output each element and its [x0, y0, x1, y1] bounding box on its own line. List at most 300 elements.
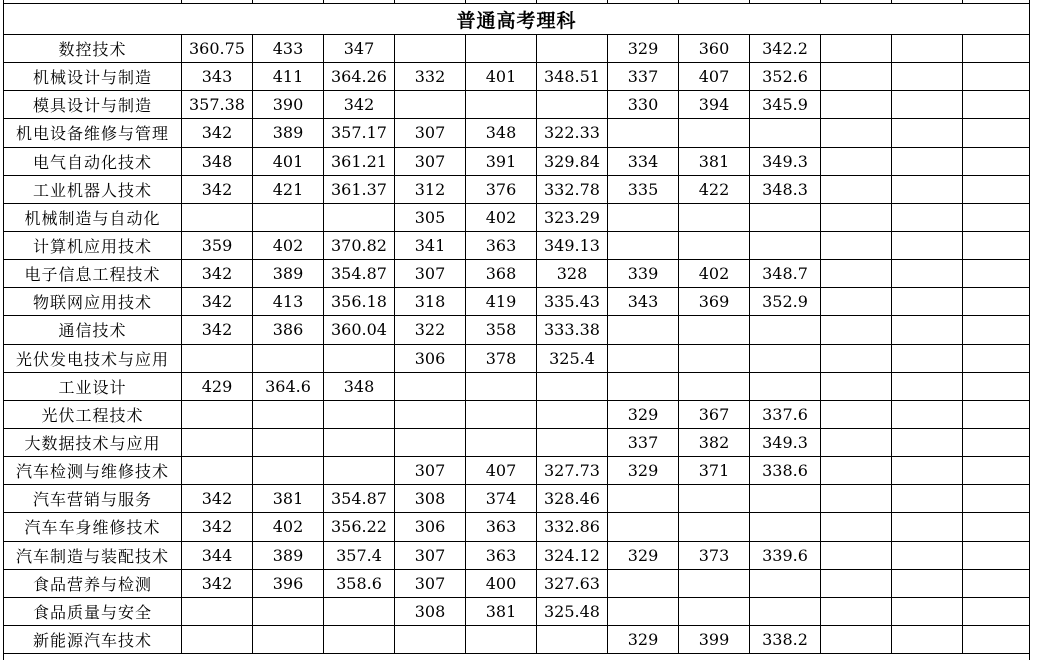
program-name-cell: 汽车车身维修技术: [4, 513, 182, 541]
score-cell: [679, 203, 750, 231]
program-name-cell: 通信技术: [4, 316, 182, 344]
score-cell: 411: [253, 63, 324, 91]
score-cell: 363: [466, 513, 537, 541]
score-cell: [892, 569, 963, 597]
score-cell: 354.87: [324, 485, 395, 513]
score-cell: [466, 91, 537, 119]
score-cell: 342: [182, 175, 253, 203]
score-cell: [963, 35, 1030, 63]
score-cell: 342: [182, 513, 253, 541]
score-cell: [821, 175, 892, 203]
score-cell: 407: [466, 457, 537, 485]
score-cell: 323.29: [537, 203, 608, 231]
score-cell: 339.6: [750, 541, 821, 569]
table-row: [4, 175, 1030, 203]
score-cell: 369: [679, 288, 750, 316]
program-name-cell: 光伏发电技术与应用: [4, 344, 182, 372]
score-cell: [395, 372, 466, 400]
score-cell: [821, 203, 892, 231]
score-cell: 394: [679, 91, 750, 119]
score-cell: [892, 372, 963, 400]
score-cell: 318: [395, 288, 466, 316]
score-cell: 329: [608, 457, 679, 485]
score-cell: [395, 625, 466, 653]
score-cell: 348: [324, 372, 395, 400]
score-cell: 429: [182, 372, 253, 400]
score-cell: 330: [608, 91, 679, 119]
score-cell: [253, 625, 324, 653]
score-cell: [253, 597, 324, 625]
score-cell: 390: [253, 91, 324, 119]
score-cell: 345.9: [750, 91, 821, 119]
score-cell: 343: [608, 288, 679, 316]
score-cell: [963, 569, 1030, 597]
score-cell: 370.82: [324, 231, 395, 259]
score-cell: 342: [182, 569, 253, 597]
score-cell: 307: [395, 260, 466, 288]
score-cell: [679, 119, 750, 147]
score-cell: 402: [253, 513, 324, 541]
score-cell: 305: [395, 203, 466, 231]
score-cell: 348.7: [750, 260, 821, 288]
score-cell: [182, 597, 253, 625]
table-row: [4, 597, 1030, 625]
score-cell: [395, 400, 466, 428]
score-cell: [253, 203, 324, 231]
score-cell: 337: [608, 428, 679, 456]
score-cell: [750, 372, 821, 400]
score-cell: 332.86: [537, 513, 608, 541]
program-name-cell: 机械设计与制造: [4, 63, 182, 91]
score-cell: 359: [182, 231, 253, 259]
program-name-cell: 新能源汽车技术: [4, 625, 182, 653]
score-cell: [253, 400, 324, 428]
table-cell: [4, 654, 1030, 661]
score-cell: 356.18: [324, 288, 395, 316]
program-name-cell: 汽车营销与服务: [4, 485, 182, 513]
score-cell: 329: [608, 625, 679, 653]
score-cell: [750, 569, 821, 597]
score-cell: [679, 372, 750, 400]
score-cell: [821, 147, 892, 175]
score-cell: [182, 457, 253, 485]
score-cell: 386: [253, 316, 324, 344]
score-cell: [963, 344, 1030, 372]
table-row: [4, 569, 1030, 597]
score-cell: [821, 288, 892, 316]
score-cell: [466, 35, 537, 63]
score-cell: [821, 63, 892, 91]
score-cell: 329: [608, 400, 679, 428]
score-cell: [963, 372, 1030, 400]
table-row: [4, 400, 1030, 428]
score-cell: 322: [395, 316, 466, 344]
score-cell: 344: [182, 541, 253, 569]
score-cell: [608, 597, 679, 625]
score-cell: [963, 63, 1030, 91]
score-cell: 348: [182, 147, 253, 175]
score-cell: [750, 513, 821, 541]
table-row: [4, 119, 1030, 147]
score-cell: 332.78: [537, 175, 608, 203]
score-cell: 328: [537, 260, 608, 288]
table-row-cut-edge: [4, 654, 1030, 661]
score-cell: [537, 372, 608, 400]
score-cell: [892, 597, 963, 625]
score-cell: 338.2: [750, 625, 821, 653]
score-cell: 376: [466, 175, 537, 203]
score-cell: 363: [466, 231, 537, 259]
score-table: [3, 0, 1030, 660]
score-cell: [963, 231, 1030, 259]
score-cell: 360.75: [182, 35, 253, 63]
score-cell: 342: [324, 91, 395, 119]
score-cell: 342: [182, 288, 253, 316]
score-cell: [750, 597, 821, 625]
score-cell: [324, 625, 395, 653]
score-cell: 352.6: [750, 63, 821, 91]
score-cell: 348: [466, 119, 537, 147]
score-cell: [324, 597, 395, 625]
score-cell: 358.6: [324, 569, 395, 597]
score-cell: 361.37: [324, 175, 395, 203]
score-cell: 381: [466, 597, 537, 625]
score-cell: 329.84: [537, 147, 608, 175]
score-cell: [821, 231, 892, 259]
score-cell: 402: [679, 260, 750, 288]
score-cell: 361.21: [324, 147, 395, 175]
score-cell: 307: [395, 541, 466, 569]
score-cell: 307: [395, 119, 466, 147]
score-cell: 329: [608, 541, 679, 569]
score-cell: [963, 400, 1030, 428]
score-cell: 306: [395, 344, 466, 372]
score-cell: 348.3: [750, 175, 821, 203]
score-cell: [679, 569, 750, 597]
score-cell: [750, 316, 821, 344]
score-cell: 312: [395, 175, 466, 203]
program-name-cell: 工业机器人技术: [4, 175, 182, 203]
score-cell: [821, 344, 892, 372]
program-name-cell: 光伏工程技术: [4, 400, 182, 428]
table-row: [4, 231, 1030, 259]
score-cell: 324.12: [537, 541, 608, 569]
score-cell: [608, 203, 679, 231]
score-cell: [892, 147, 963, 175]
score-cell: [963, 457, 1030, 485]
score-cell: [608, 485, 679, 513]
score-cell: [395, 428, 466, 456]
score-cell: 342.2: [750, 35, 821, 63]
table-row: [4, 63, 1030, 91]
score-cell: 307: [395, 569, 466, 597]
score-cell: [892, 457, 963, 485]
score-cell: [182, 400, 253, 428]
score-cell: [324, 457, 395, 485]
score-cell: 342: [182, 485, 253, 513]
score-cell: 364.26: [324, 63, 395, 91]
score-cell: 347: [324, 35, 395, 63]
score-cell: [821, 35, 892, 63]
score-cell: 402: [466, 203, 537, 231]
score-cell: 357.38: [182, 91, 253, 119]
score-cell: [963, 288, 1030, 316]
score-cell: 367: [679, 400, 750, 428]
program-name-cell: 食品质量与安全: [4, 597, 182, 625]
score-cell: [395, 35, 466, 63]
score-cell: 363: [466, 541, 537, 569]
score-cell: 334: [608, 147, 679, 175]
score-cell: 421: [253, 175, 324, 203]
score-cell: [182, 428, 253, 456]
score-cell: 337: [608, 63, 679, 91]
score-cell: 364.6: [253, 372, 324, 400]
score-cell: [821, 372, 892, 400]
score-cell: [466, 400, 537, 428]
score-cell: [253, 457, 324, 485]
score-cell: [892, 344, 963, 372]
score-cell: 413: [253, 288, 324, 316]
score-cell: [750, 344, 821, 372]
score-cell: 339: [608, 260, 679, 288]
program-name-cell: 机械制造与自动化: [4, 203, 182, 231]
score-cell: [821, 625, 892, 653]
score-cell: 308: [395, 597, 466, 625]
score-cell: [963, 597, 1030, 625]
score-cell: [892, 485, 963, 513]
score-cell: [892, 288, 963, 316]
score-cell: [679, 513, 750, 541]
score-cell: 325.4: [537, 344, 608, 372]
score-cell: 391: [466, 147, 537, 175]
program-name-cell: 汽车检测与维修技术: [4, 457, 182, 485]
program-name-cell: 工业设计: [4, 372, 182, 400]
score-cell: [892, 541, 963, 569]
score-cell: 357.4: [324, 541, 395, 569]
score-cell: [892, 400, 963, 428]
score-cell: [821, 428, 892, 456]
score-cell: 402: [253, 231, 324, 259]
table-row: [4, 372, 1030, 400]
score-cell: [892, 35, 963, 63]
score-cell: 327.73: [537, 457, 608, 485]
score-cell: 348.51: [537, 63, 608, 91]
score-cell: 349.13: [537, 231, 608, 259]
score-cell: [182, 203, 253, 231]
score-cell: 352.9: [750, 288, 821, 316]
score-cell: 381: [679, 147, 750, 175]
score-cell: [679, 344, 750, 372]
score-cell: [608, 316, 679, 344]
score-cell: 322.33: [537, 119, 608, 147]
score-cell: 341: [395, 231, 466, 259]
score-cell: [608, 569, 679, 597]
program-name-cell: 模具设计与制造: [4, 91, 182, 119]
program-name-cell: 数控技术: [4, 35, 182, 63]
score-cell: 342: [182, 316, 253, 344]
score-cell: [892, 63, 963, 91]
score-cell: 382: [679, 428, 750, 456]
score-cell: [821, 541, 892, 569]
score-cell: [253, 344, 324, 372]
score-cell: [892, 513, 963, 541]
score-cell: [821, 569, 892, 597]
score-cell: 360: [679, 35, 750, 63]
score-cell: [608, 513, 679, 541]
score-cell: 325.48: [537, 597, 608, 625]
table-row: [4, 288, 1030, 316]
score-cell: 307: [395, 147, 466, 175]
table-row: [4, 344, 1030, 372]
table-row: [4, 316, 1030, 344]
score-cell: 335: [608, 175, 679, 203]
score-cell: [608, 344, 679, 372]
score-cell: 381: [253, 485, 324, 513]
score-cell: 356.22: [324, 513, 395, 541]
table-row: [4, 513, 1030, 541]
score-cell: [892, 203, 963, 231]
score-cell: [892, 91, 963, 119]
score-cell: [395, 91, 466, 119]
score-cell: 358: [466, 316, 537, 344]
score-cell: 308: [395, 485, 466, 513]
table-row: [4, 260, 1030, 288]
score-cell: [466, 372, 537, 400]
score-cell: [324, 400, 395, 428]
score-cell: [963, 316, 1030, 344]
table-row: [4, 485, 1030, 513]
score-cell: [821, 400, 892, 428]
program-name-cell: 电子信息工程技术: [4, 260, 182, 288]
table-row: [4, 457, 1030, 485]
score-cell: [963, 260, 1030, 288]
score-cell: [537, 625, 608, 653]
score-cell: 357.17: [324, 119, 395, 147]
score-cell: 327.63: [537, 569, 608, 597]
score-cell: [821, 316, 892, 344]
score-cell: [750, 119, 821, 147]
score-cell: [608, 372, 679, 400]
score-cell: 389: [253, 541, 324, 569]
score-cell: [821, 513, 892, 541]
program-name-cell: 电气自动化技术: [4, 147, 182, 175]
score-cell: 368: [466, 260, 537, 288]
score-cell: 401: [466, 63, 537, 91]
score-cell: 333.38: [537, 316, 608, 344]
score-cell: [963, 625, 1030, 653]
score-cell: [892, 231, 963, 259]
score-cell: [324, 428, 395, 456]
score-cell: [537, 35, 608, 63]
score-cell: 399: [679, 625, 750, 653]
score-cell: [537, 428, 608, 456]
score-cell: [963, 203, 1030, 231]
score-cell: [892, 625, 963, 653]
score-cell: 306: [395, 513, 466, 541]
score-cell: [821, 457, 892, 485]
section-title: 普通高考理科: [4, 4, 1030, 35]
score-cell: [324, 203, 395, 231]
score-cell: 373: [679, 541, 750, 569]
section-header-row: [4, 4, 1030, 35]
score-cell: [679, 485, 750, 513]
score-cell: [892, 428, 963, 456]
score-cell: [963, 147, 1030, 175]
score-cell: 332: [395, 63, 466, 91]
score-cell: [892, 316, 963, 344]
score-cell: [750, 231, 821, 259]
score-cell: [892, 119, 963, 147]
score-cell: [821, 485, 892, 513]
score-cell: [466, 428, 537, 456]
score-cell: [608, 231, 679, 259]
score-cell: 389: [253, 260, 324, 288]
score-cell: [679, 316, 750, 344]
score-cell: [537, 91, 608, 119]
score-cell: [253, 428, 324, 456]
score-cell: [963, 513, 1030, 541]
score-cell: [182, 344, 253, 372]
score-cell: 337.6: [750, 400, 821, 428]
table-row: [4, 625, 1030, 653]
score-cell: [821, 119, 892, 147]
score-cell: 329: [608, 35, 679, 63]
score-cell: [750, 203, 821, 231]
score-cell: [892, 175, 963, 203]
score-cell: [963, 428, 1030, 456]
score-cell: [466, 625, 537, 653]
table-row: [4, 428, 1030, 456]
score-cell: [679, 597, 750, 625]
score-cell: [821, 260, 892, 288]
score-cell: 407: [679, 63, 750, 91]
score-cell: [182, 625, 253, 653]
score-cell: 401: [253, 147, 324, 175]
score-cell: 396: [253, 569, 324, 597]
score-cell: 349.3: [750, 147, 821, 175]
program-name-cell: 大数据技术与应用: [4, 428, 182, 456]
score-cell: 335.43: [537, 288, 608, 316]
score-cell: 419: [466, 288, 537, 316]
table-row: [4, 541, 1030, 569]
score-cell: [750, 485, 821, 513]
score-cell: 338.6: [750, 457, 821, 485]
program-name-cell: 机电设备维修与管理: [4, 119, 182, 147]
score-cell: [608, 119, 679, 147]
score-cell: 328.46: [537, 485, 608, 513]
table-row: [4, 203, 1030, 231]
score-cell: [679, 231, 750, 259]
table-row: [4, 147, 1030, 175]
score-sheet: [3, 0, 1030, 660]
program-name-cell: 食品营养与检测: [4, 569, 182, 597]
score-cell: 307: [395, 457, 466, 485]
score-cell: 349.3: [750, 428, 821, 456]
score-cell: 360.04: [324, 316, 395, 344]
score-cell: [821, 91, 892, 119]
score-cell: 378: [466, 344, 537, 372]
program-name-cell: 物联网应用技术: [4, 288, 182, 316]
score-cell: 422: [679, 175, 750, 203]
score-cell: [963, 91, 1030, 119]
table-row: [4, 35, 1030, 63]
score-cell: [821, 597, 892, 625]
score-cell: [537, 400, 608, 428]
score-cell: [963, 541, 1030, 569]
program-name-cell: 计算机应用技术: [4, 231, 182, 259]
score-cell: [963, 175, 1030, 203]
table-row: [4, 91, 1030, 119]
